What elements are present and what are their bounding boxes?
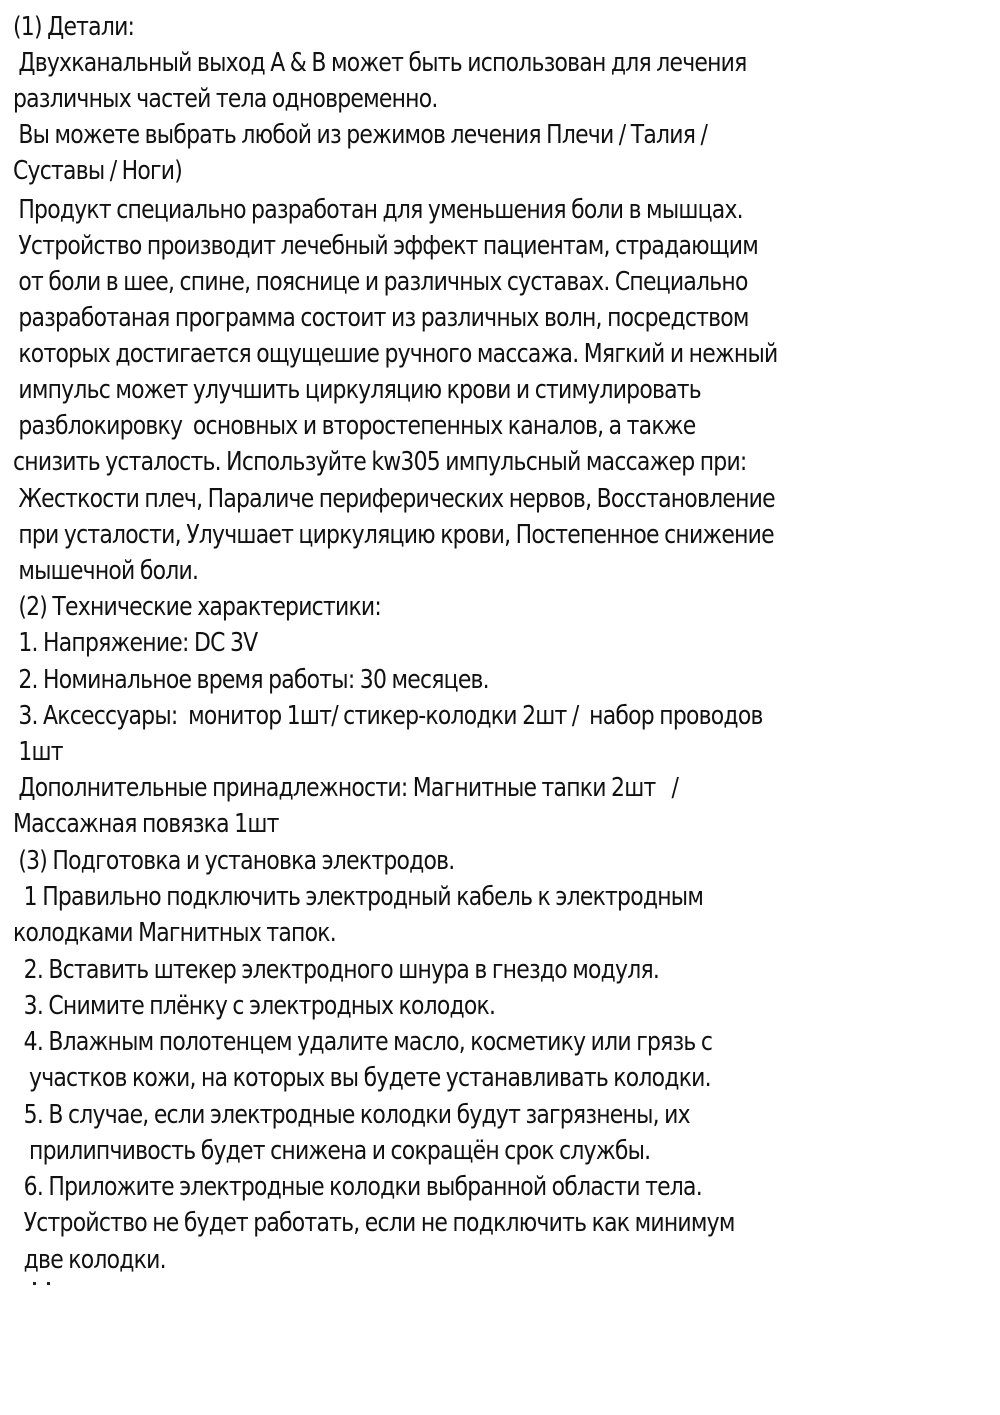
- text-line: прилипчивость будет снижена и сокращён срок службы.: [13, 1136, 651, 1166]
- cut-off-text-fragment: [33, 1282, 63, 1288]
- text-line: снизить усталость. Используйте kw305 импульсный массажер при:: [13, 447, 747, 477]
- text-line: Двухканальный выход A & B может быть использован для лечения: [13, 48, 747, 78]
- text-line: 5. В случае, если электродные колодки будут загрязнены, их: [13, 1100, 690, 1130]
- text-line: Устройство производит лечебный эффект пациентам, страдающим: [13, 231, 758, 261]
- text-line: Устройство не будет работать, если не подключить как минимум: [13, 1208, 735, 1238]
- text-line: две колодки.: [13, 1245, 166, 1275]
- text-line: разблокировку основных и второстепенных каналов, а также: [13, 411, 696, 441]
- text-line: разработаная программа состоит из различных волн, посредством: [13, 303, 749, 333]
- text-line: 2. Номинальное время работы: 30 месяцев.: [13, 665, 489, 695]
- text-line: импульс может улучшить циркуляцию крови и стимулировать: [13, 375, 701, 405]
- text-line: 1шт: [13, 737, 63, 767]
- text-line: Суставы / Ноги): [13, 156, 183, 186]
- text-line: которых достигается ощущешие ручного массажа. Мягкий и нежный: [13, 339, 778, 369]
- text-line: при усталости, Улучшает циркуляцию крови, Постепенное снижение: [13, 520, 774, 550]
- text-line: Жесткости плеч, Параличе периферических нервов, Восстановление: [13, 484, 775, 514]
- text-line: Дополнительные принадлежности: Магнитные тапки 2шт /: [13, 773, 679, 803]
- text-line: колодками Магнитных тапок.: [13, 918, 336, 948]
- text-line: 1 Правильно подключить электродный кабель к электродным: [13, 882, 704, 912]
- text-line: 3. Снимите плёнку с электродных колодок.: [13, 991, 496, 1021]
- text-line: 6. Приложите электродные колодки выбранной области тела.: [13, 1172, 702, 1202]
- text-line: 2. Вставить штекер электродного шнура в гнездо модуля.: [13, 955, 660, 985]
- text-line: (1) Детали:: [13, 12, 135, 42]
- text-line: (2) Технические характеристики:: [13, 592, 382, 622]
- text-line: 3. Аксессуары: монитор 1шт/ стикер-колодки 2шт / набор проводов: [13, 701, 763, 731]
- text-line: Массажная повязка 1шт: [13, 809, 279, 839]
- text-line: мышечной боли.: [13, 556, 199, 586]
- text-line: различных частей тела одновременно.: [13, 84, 438, 114]
- text-line: участков кожи, на которых вы будете устанавливать колодки.: [13, 1063, 711, 1093]
- text-line: 1. Напряжение: DC 3V: [13, 628, 258, 658]
- text-line: (3) Подготовка и установка электродов.: [13, 846, 455, 876]
- text-line: Вы можете выбрать любой из режимов лечения Плечи / Талия /: [13, 120, 708, 150]
- text-line: от боли в шее, спине, пояснице и различных суставах. Специально: [13, 267, 748, 297]
- text-line: Продукт специально разработан для уменьшения боли в мышцах.: [13, 195, 743, 225]
- text-line: 4. Влажным полотенцем удалите масло, косметику или грязь с: [13, 1027, 713, 1057]
